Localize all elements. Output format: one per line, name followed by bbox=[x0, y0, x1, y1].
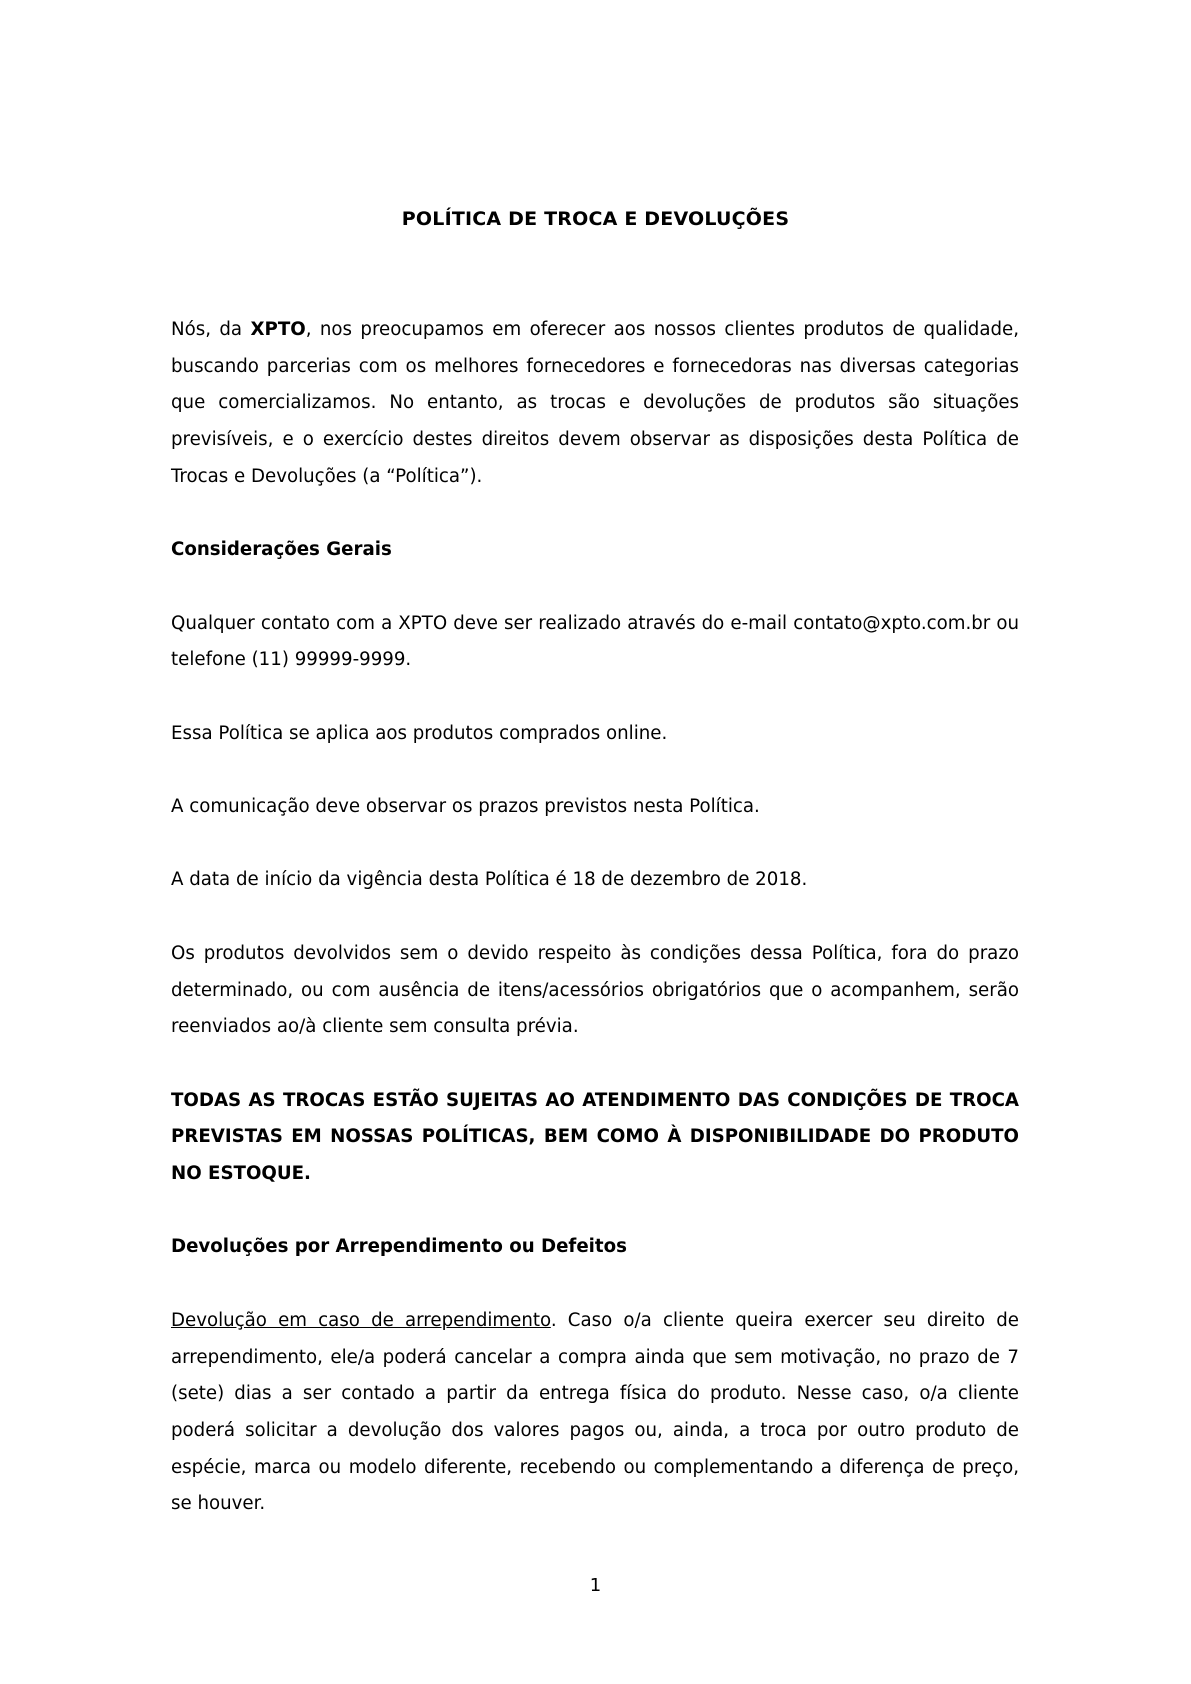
section-heading-returns: Devoluções por Arrependimento ou Defeitos bbox=[171, 1236, 627, 1258]
regret-return-text: . Caso o/a cliente queira exercer seu direito de arrependimento, ele/a poderá cancelar a compra ainda que sem motivação, no prazo de 7 (sete) dias a ser contado a partir da entrega física do produto. Nesse caso, o/a cliente poderá solicitar a devolução dos valores pagos ou, ainda, a troca por outro produto de espécie, marca ou modelo diferente, recebendo ou complementando a diferença de preço, se houver. bbox=[171, 1309, 1019, 1515]
document-title: POLÍTICA DE TROCA E DEVOLUÇÕES bbox=[401, 208, 790, 230]
intro-text: , nos preocupamos em oferecer aos nossos clientes produtos de qualidade, buscando parcerias com os melhores fornecedores e fornecedoras nas diversas categorias que comercializamos. No entanto, as trocas e devoluções de produtos são situações previsíveis, e o exercício destes direitos devem observar as disposições desta Política de Trocas e Devoluções (a “Política”). bbox=[171, 319, 1019, 487]
scope-paragraph: Essa Política se aplica aos produtos comprados online. bbox=[171, 722, 668, 744]
exchange-conditions-notice: TODAS AS TROCAS ESTÃO SUJEITAS AO ATENDIMENTO DAS CONDIÇÕES DE TROCA PREVISTAS EM NOSSAS POLÍTICAS, BEM COMO À DISPONIBILIDADE DO PRODUTO NO ESTOQUE. bbox=[171, 1089, 1019, 1185]
communication-paragraph: A comunicação deve observar os prazos previstos nesta Política. bbox=[171, 796, 760, 818]
page-number: 1 bbox=[589, 1575, 602, 1596]
effective-date-paragraph: A data de início da vigência desta Política é 18 de dezembro de 2018. bbox=[171, 869, 808, 891]
returned-products-paragraph: Os produtos devolvidos sem o devido respeito às condições dessa Política, fora do prazo determinado, ou com ausência de itens/acessórios obrigatórios que o acompanhem, serão reenviados ao/à cliente sem consulta prévia. bbox=[171, 942, 1019, 1038]
section-heading-general: Considerações Gerais bbox=[171, 539, 392, 561]
contact-paragraph: Qualquer contato com a XPTO deve ser realizado através do e-mail contato@xpto.com.br ou telefone (11) 99999-9999. bbox=[171, 612, 1019, 671]
intro-prefix: Nós, da bbox=[171, 319, 251, 340]
intro-paragraph bbox=[171, 312, 1019, 496]
document-body bbox=[171, 312, 1019, 1560]
company-name: XPTO bbox=[250, 319, 306, 340]
regret-return-label: Devolução em caso de arrependimento bbox=[171, 1309, 551, 1331]
regret-return-paragraph bbox=[171, 1303, 1019, 1523]
